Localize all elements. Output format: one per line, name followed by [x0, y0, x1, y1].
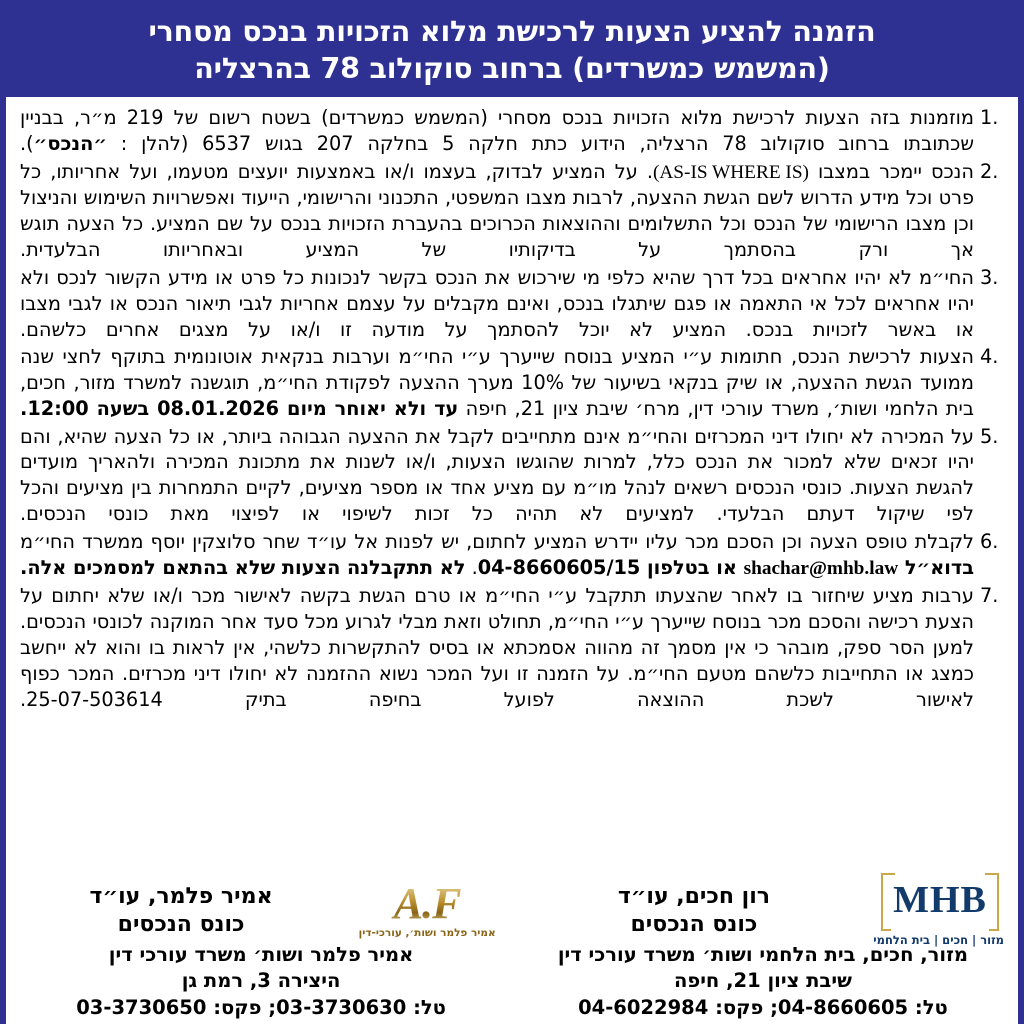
- clause-text: לקבלת טופס הצעה וכן הסכם מכר עליו יידרש המציע לחתום, יש לפנות אל עו״ד שחר סלוצקין יוסף ממשרד החי״מ: [20, 529, 974, 553]
- clause-item: [20, 529, 974, 582]
- clause-text: החי״מ לא יהיו אחראים בכל דרך שהיא כלפי מי שירכוש את הנכס בקשר לנכונות כל פרט או מידע הקשור לנכס ולא יהיו אחראים לכל אי התאמה או פגם שיתגלו בנכס, ואינם מקבלים על עצמם אחריות לגבי תיאור הנכס או לגבי מצבו או באשר לזכויות בנכס. המציע לא יוכל להסתמך על מודעה זו ו/או על מצגים אחרים כלשהם.: [20, 265, 974, 341]
- clause-item: [20, 424, 974, 528]
- clause-list: [20, 105, 1004, 713]
- af-signature-row: [20, 879, 502, 941]
- af-firm-contact: טל: 03-3730630; פקס: 03-3730650: [76, 995, 446, 1019]
- mhb-signature-row: [522, 879, 1004, 948]
- mhb-logo: [873, 873, 1004, 948]
- notice-body-sheet: [6, 97, 1018, 1024]
- clause-item: [20, 265, 974, 343]
- banner-title-line-2: (המשמש כמשרדים) ברחוב סוקולוב 78 בהרצליה: [194, 52, 830, 86]
- clause-text: על המכירה לא יחולו דיני המכרזים והחי״מ אינם מתחייבים לקבל את ההצעה הגבוהה ביותר, או כל הצעה שהיא, והם יהיו זכאים שלא למכור את הנכס כלל, למרות שהוגשו הצעות, ו/או לשנות את מתכונת המכירה ולהאריך מועדים להגשת הצעות. כונסי הנכסים רשאים לנהל מו״מ עם מציע אחד או מספר מציעים, לקיים התמחרות בין מציעים והכל לפי שיקול דעתם הבלעדי. למציעים לא תהיה כל זכות לשיפוי או לפיצוי מאת כונסי הנכסים.: [20, 424, 974, 526]
- signature-footer: [20, 877, 1004, 1020]
- mhb-logo-frame-gap-top: [895, 871, 985, 875]
- clause-text-bold: או בטלפון 04-8660605/15: [477, 555, 744, 579]
- clause-text: ).: [20, 132, 34, 156]
- af-logo-wordmark: A.F: [352, 882, 502, 926]
- banner-header: [6, 5, 1018, 97]
- mhb-logo-wordmark: MHB: [893, 879, 987, 922]
- clause-text-latin: (AS-IS WHERE IS): [652, 161, 809, 183]
- clause-item: [20, 159, 974, 264]
- af-signer-lines: [20, 881, 342, 939]
- clause-text: .: [465, 555, 478, 579]
- af-signer-role: כונס הנכסים: [117, 912, 245, 938]
- mhb-signer-name: רון חכים, עו״ד: [617, 883, 770, 909]
- clause-text-bold: בדוא״ל: [898, 555, 974, 579]
- mhb-logo-subtitle: מזור | חכים | בית הלחמי: [873, 933, 1004, 948]
- clause-text-email: shachar@mhb.law: [743, 557, 899, 579]
- af-logo: [352, 878, 502, 939]
- af-firm-address: היצירה 3, רמת גן: [181, 969, 341, 993]
- clause-text: ערבות מציע שיחזור בו לאחר שהצעתו תתקבל ע״י החי״מ או טרם הגשת בקשה לאישור מכר ו/או שלא יחתום על הצעת רכישה והסכם מכר בנוסח שייערך ע״י החי״מ, תחולט וזאת מבלי לגרוע מכל סעד אחר המוקנה לכונסי הנכסים. למען הסר ספק, מובהר כי אין מסמך זה מהווה אסמכתא או בסיס להתקשרות כלשהי, אין לראות בו והוא לא ייחשב כמצג או התחייבות כלשהם מטעם החי״מ. על הזמנה זו ועל המכר נשוא ההזמנה לא יחולו דיני מכרזים. המכר כפוף לאישור לשכת ההוצאה לפועל בחיפה בתיק 25-07-503614.: [20, 584, 974, 712]
- mhb-firm-name: מזור, חכים, בית הלחמי ושות׳ משרד עורכי דין: [557, 943, 969, 967]
- af-signer-name: אמיר פלמר, עו״ד: [89, 883, 273, 909]
- clause-text: מוזמנות בזה הצעות לרכישת מלוא הזכויות בנכס מסחרי (המשמש כמשרדים) בשטח רשום של 219 מ״ר, בבניין שכתובתו ברחוב סוקולוב 78 הרצליה, הידוע כתת חלקה 5 בחלקה 207 בגוש 6537 (להלן :: [20, 106, 975, 156]
- af-firm-name: אמיר פלמר ושות׳ משרד עורכי דין: [108, 943, 414, 967]
- mhb-logo-frame-gap-bottom: [891, 929, 989, 933]
- clause-item: [20, 344, 974, 422]
- banner-title-line-1: הזמנה להציע הצעות לרכישת מלוא הזכויות בנכס מסחרי: [148, 15, 876, 48]
- mhb-signer-lines: [522, 881, 866, 939]
- clause-item: [20, 583, 974, 713]
- clause-text-bold: לא תתקבלנה הצעות שלא בהתאם למסמכים אלה.: [20, 555, 466, 579]
- clause-item: [20, 105, 974, 157]
- mhb-firm-contact: טל: 04-8660605; פקס: 04-6022984: [578, 995, 948, 1019]
- clause-text: הצעות לרכישת הנכס, חתומות ע״י המציע בנוסח שייערך ע״י החי״מ וערבות בנקאית אוטונומית בתוקף לחצי שנה ממועד הגשת ההצעה, או שיק בנקאי בשיעור של 10% מערך ההצעה לפקודת החי״מ, תוגשנה למשרד מזור, חכים, בית הלחמי ושות׳, משרד עורכי דין, מרח׳ שיבת ציון 21, חיפה: [20, 345, 974, 421]
- footer-block-af: [20, 877, 502, 1020]
- mhb-firm-address: שיבת ציון 21, חיפה: [673, 969, 852, 993]
- clause-text: . על המציע לבדוק, בעצמו ו/או באמצעות יועצים מטעמו, ועל אחריותו, כל פרט וכל מידע הדרוש לשם הגשת ההצעה, לרבות מצבו המשפטי, התכנוני והרישומי, הייעוד ואפשרויות השימוש והניצול וכן מצבו הרישומי של הנכס וכל התשלומים וההוצאות הכרוכים בהעברת הזכויות בנכס על שם המציע. כל הצעה תוגש אך ורק בהסתמך על בדיקותיו של המציע ובאחריותו הבלעדית.: [20, 159, 974, 262]
- af-logo-subtitle: אמיר פלמר ושות׳, עורכי-דין: [358, 926, 496, 939]
- mhb-logo-frame: [881, 873, 999, 931]
- clause-text-bold: ״הנכס״: [33, 132, 108, 156]
- footer-block-mhb: [522, 877, 1004, 1020]
- clause-text: הנכס יימכר במצבו: [808, 159, 974, 183]
- clause-text-bold: עד ולא יאוחר מיום 08.01.2026 בשעה 12:00.: [20, 397, 459, 421]
- mhb-signer-role: כונס הנכסים: [630, 912, 758, 938]
